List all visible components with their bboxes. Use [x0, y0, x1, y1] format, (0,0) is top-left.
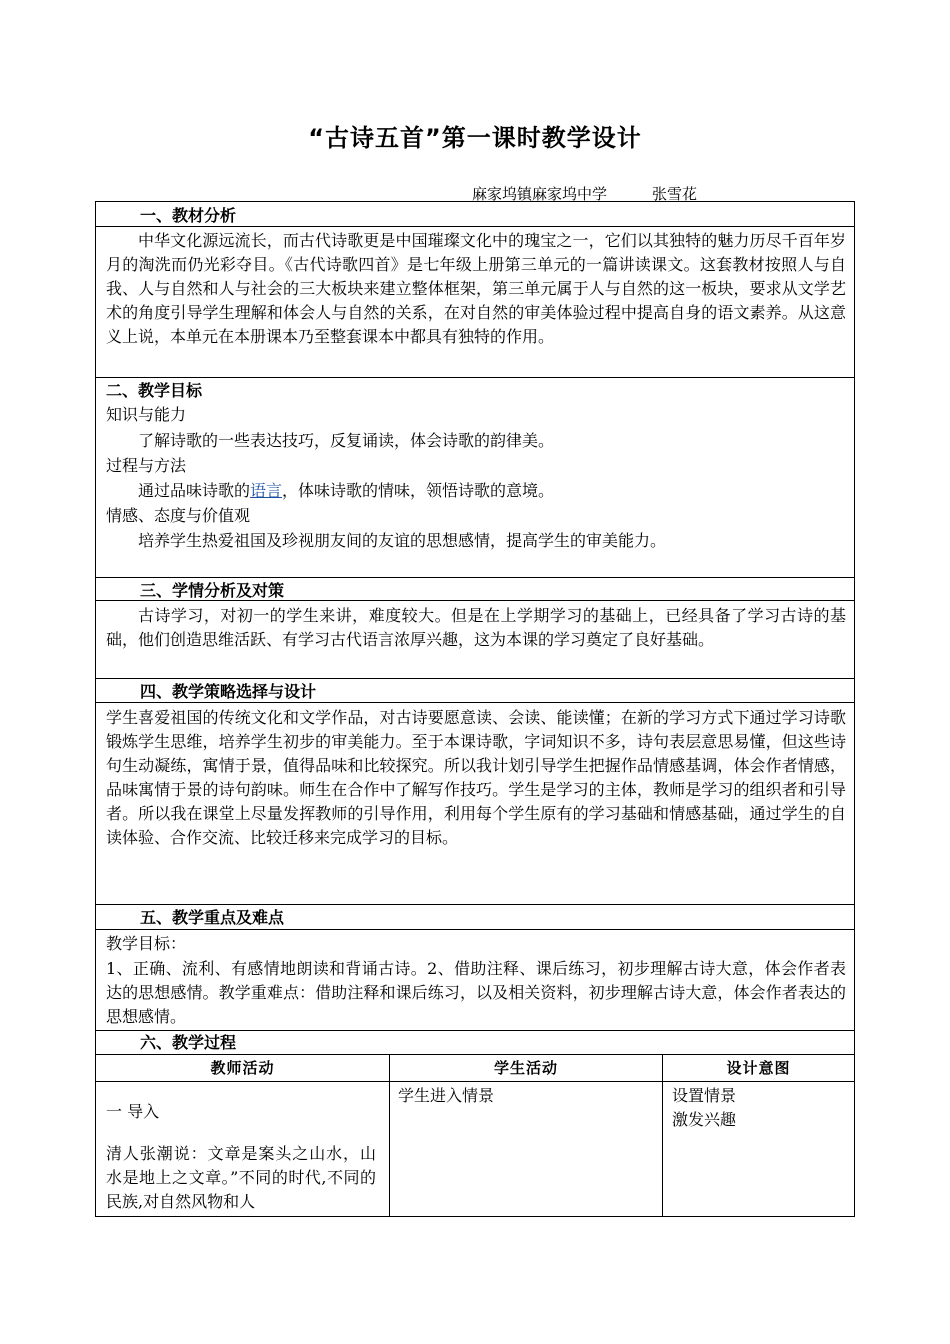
- page-title: “古诗五首”第一课时教学设计: [308, 124, 642, 152]
- subheading-process: 过程与方法: [106, 456, 187, 475]
- section-heading-2: 二、教学目标: [106, 381, 203, 400]
- goal-knowledge: 了解诗歌的一些表达技巧，反复诵读，体会诗歌的韵律美。: [138, 431, 555, 450]
- intent-line-1: 设置情景: [672, 1086, 737, 1105]
- rule: [96, 929, 854, 930]
- rule: [96, 678, 854, 679]
- author-school: 麻家坞镇麻家坞中学: [472, 185, 608, 203]
- goal-process: [138, 479, 554, 503]
- goal-process-pre: 通过品味诗歌的: [138, 481, 251, 500]
- rule: [96, 702, 854, 703]
- section-5-label: 教学目标：: [106, 934, 187, 953]
- student-activity-text: 学生进入情景: [398, 1086, 495, 1105]
- section-heading-5: 五、教学重点及难点: [140, 908, 285, 927]
- author-name: 张雪花: [652, 185, 698, 203]
- column-header-teacher: 教师活动: [210, 1059, 275, 1077]
- rule: [96, 577, 854, 578]
- section-1-text: 中华文化源远流长，而古代诗歌更是中国璀璨文化中的瑰宝之一，它们以其独特的魅力历尽千百年岁月的淘洗而仍光彩夺目。《古代诗歌四首》是七年级上册第三单元的一篇讲读课文。这套教材按照人与自我、人与自然和人与社会的三大板块来建立整体框架，第三单元属于人与自然的这一板块，要求从文学艺术的角度引导学生理解和体会人与自然的关系，在对自然的审美体验过程中提高自身的语文素养。从这意义上说，本单元在本册课本乃至整套课本中都具有独特的作用。: [106, 231, 846, 346]
- intent-line-2: 激发兴趣: [672, 1110, 737, 1129]
- language-link[interactable]: 语言: [250, 481, 283, 500]
- subheading-knowledge: 知识与能力: [106, 405, 187, 424]
- teacher-step-title: 一 导入: [106, 1102, 160, 1121]
- column-header-intent: 设计意图: [726, 1059, 791, 1077]
- section-heading-3: 三、学情分析及对策: [140, 581, 285, 600]
- section-heading-6: 六、教学过程: [140, 1033, 237, 1052]
- goal-process-post: ，体味诗歌的情味，领悟诗歌的意境。: [282, 481, 555, 500]
- subheading-emotion: 情感、态度与价值观: [106, 506, 251, 525]
- column-header-student: 学生活动: [493, 1059, 558, 1077]
- lesson-plan-table: [95, 201, 855, 1217]
- rule: [96, 377, 854, 378]
- teacher-activity-text: 清人张潮说：文章是案头之山水，山水是地上之文章。”不同的时代,不同的民族,对自然风物和人: [106, 1144, 376, 1211]
- rule: [96, 1030, 854, 1031]
- section-5-text: 1、正确、流利、有感情地朗读和背诵古诗。2、借助注释、课后练习，初步理解古诗大意，体会作者表达的思想感情。教学重难点：借助注释和课后练习，以及相关资料，初步理解古诗大意，体会作者表达的思想感情。: [106, 959, 846, 1026]
- section-heading-1: 一、教材分析: [140, 206, 237, 225]
- goal-emotion: 培养学生热爱祖国及珍视朋友间的友谊的思想感情，提高学生的审美能力。: [138, 531, 667, 550]
- rule: [96, 226, 854, 227]
- section-4-text: 学生喜爱祖国的传统文化和文学作品，对古诗要愿意读、会读、能读懂；在新的学习方式下通过学习诗歌锻炼学生思维，培养学生初步的审美能力。至于本课诗歌，字词知识不多，诗句表层意思易懂，但这些诗句生动凝练，寓情于景，值得品味和比较探究。所以我计划引导学生把握作品情感基调，体会作者情感，品味寓情于景的诗句韵味。师生在合作中了解写作技巧。学生是学习的主体，教师是学习的组织者和引导者。所以我在课堂上尽量发挥教师的引导作用，利用每个学生原有的学习基础和情感基础，通过学生的自读体验、合作交流、比较迁移来完成学习的目标。: [106, 708, 846, 847]
- section-3-text: 古诗学习，对初一的学生来讲，难度较大。但是在上学期学习的基础上，已经具备了学习古诗的基础，他们创造思维活跃、有学习古代语言浓厚兴趣，这为本课的学习奠定了良好基础。: [106, 606, 846, 649]
- section-heading-4: 四、教学策略选择与设计: [140, 682, 317, 701]
- rule: [96, 904, 854, 905]
